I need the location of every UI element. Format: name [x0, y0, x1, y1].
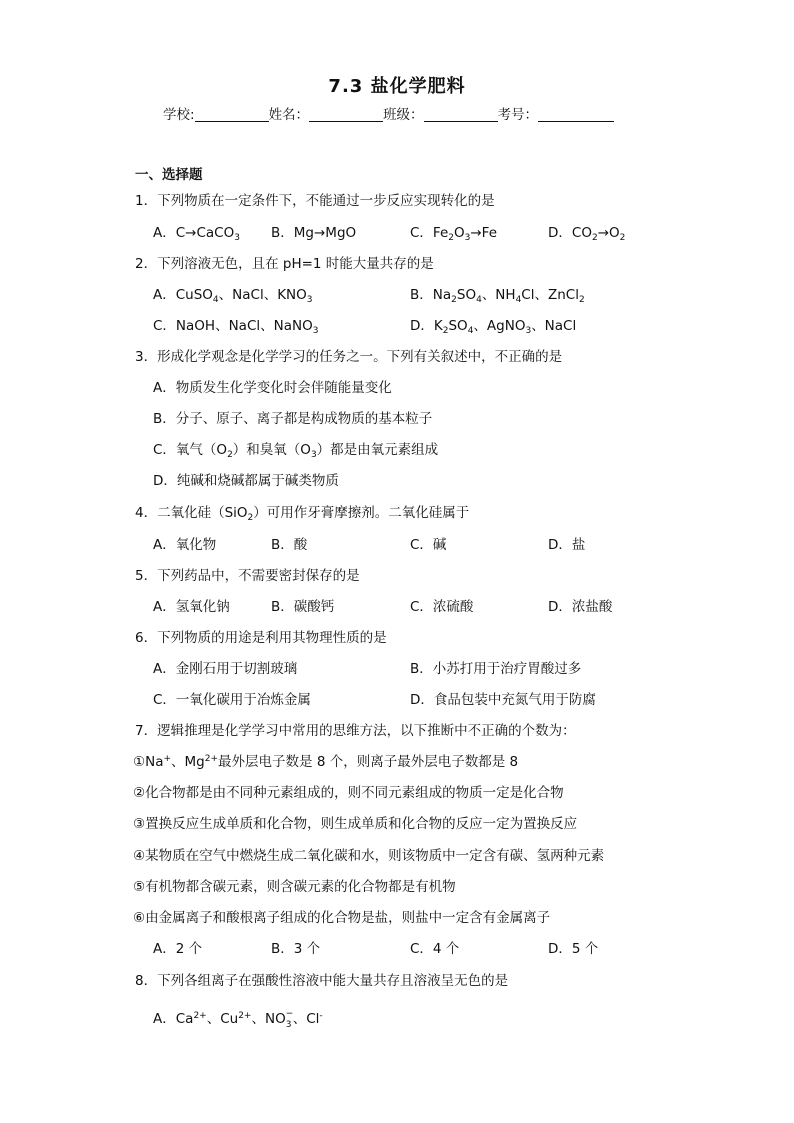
name-blank[interactable]	[309, 107, 383, 122]
q7-statement-5: ⑤有机物都含碳元素，则含碳元素的化合物都是有机物	[133, 879, 456, 895]
q6-option-a: A．金刚石用于切割玻璃	[153, 661, 298, 677]
q4-option-d: D．盐	[548, 537, 586, 553]
q7-statement-4: ④某物质在空气中燃烧生成二氧化碳和水，则该物质中一定含有碳、氢两种元素	[133, 848, 605, 864]
q6-option-c: C．一氧化碳用于冶炼金属	[153, 692, 311, 708]
q4-option-a: A．氧化物	[153, 537, 217, 553]
q2-option-c: C．NaOH、NaCl、NaNO$_3$	[153, 318, 319, 336]
section-heading: 一、选择题	[135, 167, 203, 183]
student-info-line	[163, 103, 614, 123]
q1-option-b: B．Mg→MgO	[271, 225, 357, 241]
name-label: 姓名：	[268, 107, 310, 123]
q2-stem: 2．下列溶液无色，且在 pH=1 时能大量共存的是	[135, 256, 434, 272]
q2-option-b: B．$Na_2SO_4$、$NH_4Cl$、ZnCl$_2$	[410, 287, 585, 305]
q3-stem: 3．形成化学观念是化学学习的任务之一。下列有关叙述中，不正确的是	[135, 349, 563, 365]
q7-stem: 7．逻辑推理是化学学习中常用的思维方法，以下推断中不正确的个数为：	[135, 723, 576, 739]
q1-stem: 1．下列物质在一定条件下，不能通过一步反应实现转化的是	[135, 193, 495, 209]
q5-option-c: C．浓硫酸	[410, 599, 474, 615]
class-blank[interactable]	[424, 107, 498, 122]
q2-option-d: D．$K_2SO_4$、AgNO$_3$、NaCl	[410, 318, 577, 336]
q6-option-d: D．食品包装中充氮气用于防腐	[410, 692, 596, 708]
school-label: 学校:	[163, 107, 195, 123]
q3-option-b: B．分子、原子、离子都是构成物质的基本粒子	[153, 411, 433, 427]
number-label: 考号：	[497, 107, 539, 123]
q5-stem: 5．下列药品中，不需要密封保存的是	[135, 568, 360, 584]
q5-option-d: D．浓盐酸	[548, 599, 613, 615]
q4-stem: 4．二氧化硅（SiO$_2$）可用作牙膏摩擦剂。二氧化硅属于	[135, 505, 470, 523]
q7-option-d: D．5 个	[548, 941, 599, 957]
q8-stem: 8．下列各组离子在强酸性溶液中能大量共存且溶液呈无色的是	[135, 973, 509, 989]
q7-option-c: C．4 个	[410, 941, 460, 957]
page-title: 7.3 盐化学肥料	[328, 76, 466, 97]
school-blank[interactable]	[195, 107, 269, 122]
q4-option-b: B．酸	[271, 537, 308, 553]
q1-option-c: C．$Fe_2O_3\to Fe$	[410, 225, 498, 243]
number-blank[interactable]	[538, 107, 614, 122]
q4-option-c: C．碱	[410, 537, 447, 553]
q5-option-a: A．氢氧化钠	[153, 599, 230, 615]
q6-stem: 6．下列物质的用途是利用其物理性质的是	[135, 630, 387, 646]
q7-statement-2: ②化合物都是由不同种元素组成的，则不同元素组成的物质一定是化合物	[133, 785, 564, 801]
q2-option-a: A．CuSO$_4$、NaCl、$KNO_3$	[153, 287, 313, 305]
q7-statement-6: ⑥由金属离子和酸根离子组成的化合物是盐，则盐中一定含有金属离子	[133, 910, 551, 926]
q6-option-b: B．小苏打用于治疗胃酸过多	[410, 661, 582, 677]
q7-statement-3: ③置换反应生成单质和化合物，则生成单质和化合物的反应一定为置换反应	[133, 816, 578, 832]
q7-statement-1: ①Na+、$Mg^{2+}$最外层电子数是 8 个，则离子最外层电子数都是 8	[133, 754, 519, 770]
q3-option-a: A．物质发生化学变化时会伴随能量变化	[153, 380, 392, 396]
q3-option-d: D．纯碱和烧碱都属于碱类物质	[153, 473, 339, 489]
q1-option-d: D．$CO_2\to O_2$	[548, 225, 626, 243]
q3-option-c: C．氧气$(O_2)$和臭氧$(O_3)$都是由氧元素组成	[153, 442, 439, 460]
q8-option-a: A．$Ca^{2+}$、$Cu^{2+}$、NO − 3 、Cl-	[153, 1009, 323, 1030]
class-label: 班级：	[383, 107, 424, 123]
q5-option-b: B．碳酸钙	[271, 599, 335, 615]
q1-option-a: A．C→CaCO$_3$	[153, 225, 240, 243]
q7-option-a: A．2 个	[153, 941, 203, 957]
q7-option-b: B．3 个	[271, 941, 321, 957]
